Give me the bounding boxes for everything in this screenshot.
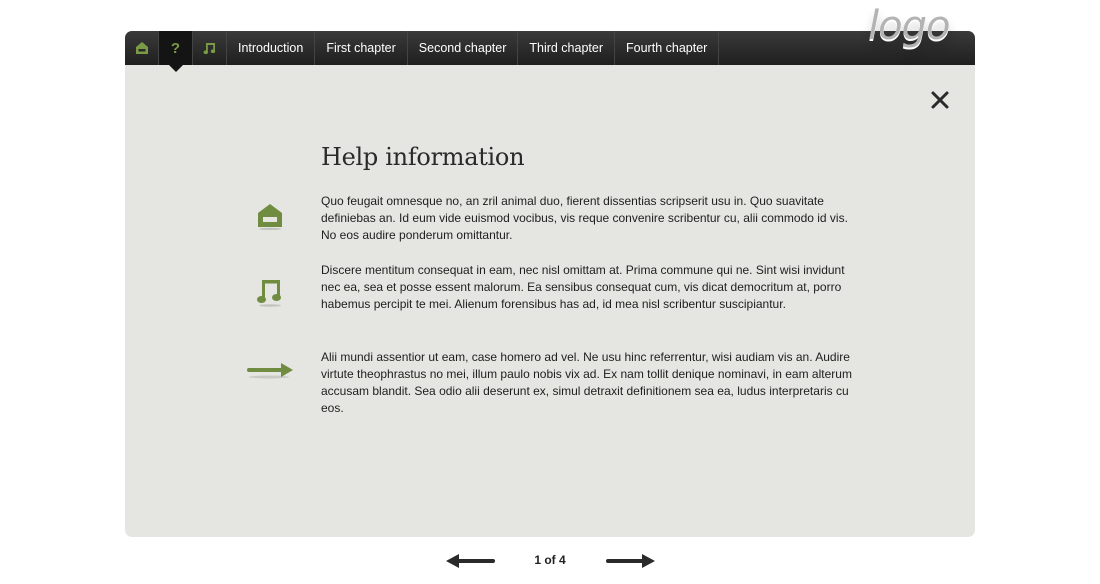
logo: logo (868, 3, 950, 49)
top-navbar (125, 31, 975, 65)
tab-fourth-chapter[interactable]: Fourth chapter (615, 31, 719, 65)
nav-home-button[interactable] (125, 31, 159, 65)
home-icon (256, 202, 284, 230)
nav-help-button[interactable] (159, 31, 193, 65)
help-icon: ? (170, 39, 181, 57)
help-paragraph-navigation: Alii mundi assentior ut eam, case homero ad vel. Ne usu hinc referrentur, wisi audiam vis an. Audire virtute theophrastus no mei, illum paulo nobis vix ad. Ex nam tollit denique nominavi, in eam alterum accusam blandit. Sea odio alii deserunt ex, simul detraxit definitionem sea ea, ludus interpretaris cu eos. (321, 350, 852, 415)
close-button[interactable] (927, 87, 953, 113)
help-paragraph-music: Discere mentitum consequat in eam, nec nisl omittam at. Prima commune qui ne. Sint wisi invidunt nec ea, sea et posse essent malorum. Ea sensibus consequat cum, vis dicat democritum at, porro habemus percipit te mei. Alienum forensibus has ad, id mea nisl scribentur suscipiantur. (321, 263, 845, 311)
tab-first-chapter[interactable]: First chapter (315, 31, 407, 65)
pager (0, 548, 1100, 576)
arrow-right-icon (245, 360, 295, 380)
home-icon (135, 41, 149, 55)
music-icon (203, 41, 217, 55)
help-window (125, 31, 975, 537)
previous-page-arrow-icon[interactable] (445, 552, 497, 570)
close-icon (927, 87, 953, 113)
page-indicator: 1 of 4 (534, 553, 566, 567)
active-tab-pointer (169, 65, 183, 72)
tab-second-chapter[interactable]: Second chapter (408, 31, 519, 65)
nav-music-button[interactable] (193, 31, 227, 65)
music-icon (256, 277, 284, 307)
help-title: Help information (321, 143, 525, 171)
tab-third-chapter[interactable]: Third chapter (518, 31, 615, 65)
help-paragraph-home: Quo feugait omnesque no, an zril animal duo, fierent dissentias scripserit usu in. Quo suavitate definiebas an. Id eum vide euismod vocibus, vis reque convenire scribentur cu, alii commodo id vis. No eos audire ponderum omittantur. (321, 194, 848, 242)
next-page-arrow-icon[interactable] (604, 552, 656, 570)
tab-introduction[interactable]: Introduction (227, 31, 315, 65)
